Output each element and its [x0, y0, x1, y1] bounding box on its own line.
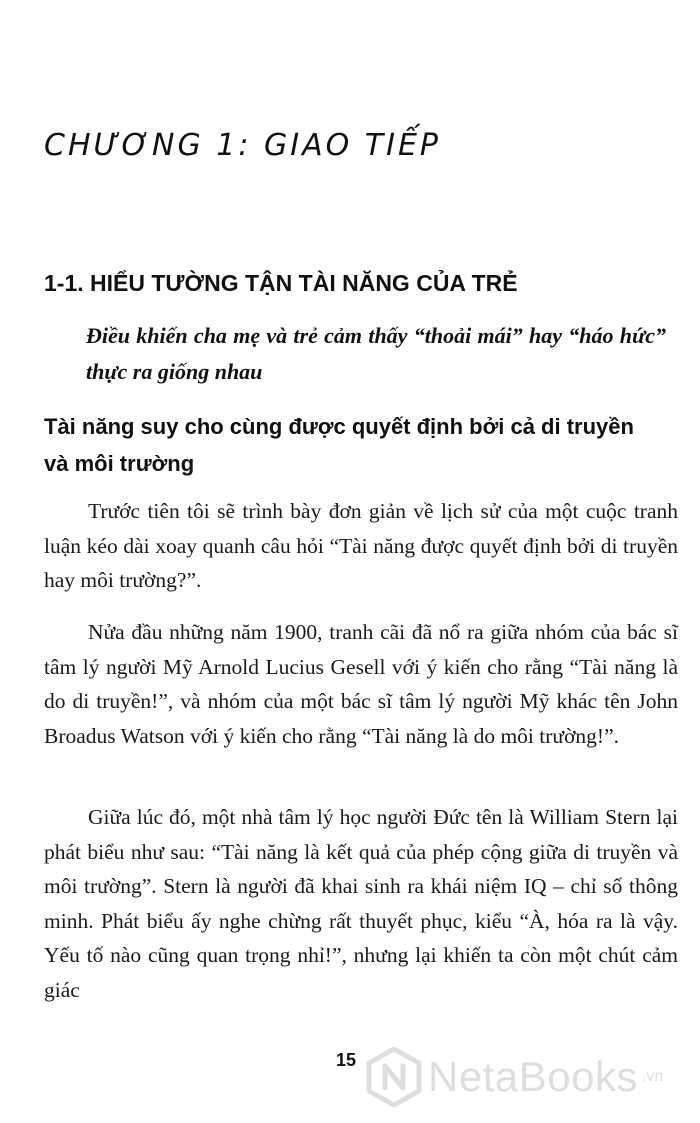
watermark-suffix: .vn: [641, 1068, 664, 1085]
chapter-title: CHƯƠNG 1: GIAO TIẾP: [44, 128, 441, 163]
page-number: 15: [336, 1050, 357, 1070]
body-paragraph: Nửa đầu những năm 1900, tranh cãi đã nổ ra giữa nhóm của bác sĩ tâm lý người Mỹ Arnold Lucius Gesell với ý kiến cho rằng “Tài năng là do di truyền!”, và nhóm của một bác sĩ tâm lý người Mỹ khác tên John Broadus Watson với ý kiến cho rằng “Tài năng là do môi trường!”.: [44, 620, 678, 748]
hexagon-n-logo-icon: [364, 1046, 424, 1108]
section-epigraph: Điều khiến cha mẹ và trẻ cảm thấy “thoải mái” hay “háo hức” thực ra giống nhau: [86, 323, 666, 384]
watermark-brand: NetaBooks: [428, 1053, 638, 1100]
watermark: [364, 1046, 663, 1108]
body-paragraph: Trước tiên tôi sẽ trình bày đơn giản về lịch sử của một cuộc tranh luận kéo dài xoay quanh câu hỏi “Tài năng được quyết định bởi di truyền hay môi trường?”.: [44, 499, 678, 593]
body-paragraph: Giữa lúc đó, một nhà tâm lý học người Đức tên là William Stern lại phát biểu như sau: “Tài năng là kết quả của phép cộng giữa di truyền và môi trường”. Stern là người đã khai sinh ra khái niệm IQ – chỉ số thông minh. Phát biểu ấy nghe chừng rất thuyết phục, kiểu “À, hóa ra là vậy. Yếu tố nào cũng quan trọng nhỉ!”, nhưng lại khiến ta còn một chút cảm giác: [44, 805, 678, 1002]
section-heading: 1-1. HIỂU TƯỜNG TẬN TÀI NĂNG CỦA TRẺ: [44, 270, 518, 296]
subsection-heading: Tài năng suy cho cùng được quyết định bởi cả di truyền và môi trường: [44, 414, 634, 476]
